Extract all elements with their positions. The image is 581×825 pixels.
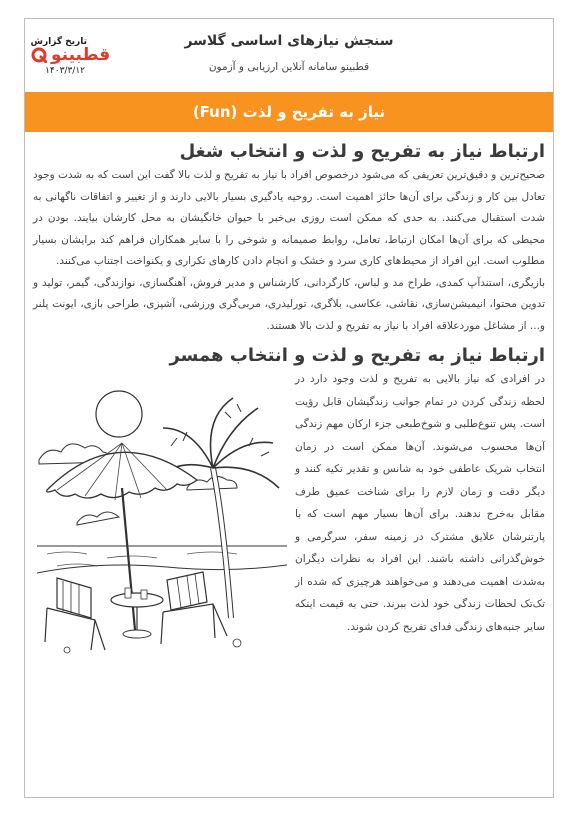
report-title: سنجش نیازهای اساسی گلاسر [184, 33, 394, 49]
spouse-text-column [295, 368, 545, 656]
report-page [24, 18, 554, 798]
report-subtitle: قطبینو سامانه آنلاین ارزیابی و آزمون [208, 61, 370, 73]
job-paragraph-1: صحیح‌ترین و دقیق‌ترین تعریفی که می‌شود درخصوص افراد با نیاز به تفریح و لذت بالا گفت این است که به شدت وجود تعادل بین کار و زندگی برای آن‌ها حائز اهمیت است. روحیه یادگیری بسیار بالایی دارند و از تغییر و اتفاقات ناگهانی به شدت استقبال می‌کنند. به حدی که ممکن است روزی بی‌خبر با حیوان خانگیشان به محل کارشان بیایند. بودن در محیطی که برای آن‌ها امکان ارتباط، تعامل، روابط صمیمانه و شوخی را با سایر همکاران فراهم کند برایشان بسیار مطلوب است. این افراد از محیط‌های کاری سرد و خشک و انجام دادن کارهای تکراری و یکنواخت اجتناب می‌کنند. [33, 169, 545, 267]
report-date-label: تاریخ گزارش [30, 37, 87, 47]
report-content [33, 137, 545, 656]
spouse-section-title: ارتباط نیاز به تفریح و لذت و انتخاب همسر [169, 345, 545, 366]
spouse-section [33, 368, 545, 656]
report-date-value: ۱۴۰۳/۳/۱۲ [45, 66, 85, 76]
logo-text: قطبینو [51, 45, 111, 65]
job-section-title: ارتباط نیاز به تفریح و لذت و انتخاب شغل [179, 141, 545, 162]
report-header [25, 19, 553, 91]
beach-illustration-icon [37, 368, 287, 656]
job-paragraph-2: بازیگری، استندآپ کمدی، طراح مد و لباس، کارگردانی، کارشناس و مدیر فروش، آهنگسازی، نوازندگی، گیمر، تولید و تدوین محتوا، انیمیشن‌سازی، نقاشی، عکاسی، بلاگری، تورلیدری، مربی‌گری ورزشی، آشپزی، طراحی بازی، ایونت پلنر و... از مشاغل موردعلاقه افراد با نیاز به تفریح و لذت بالا هستند. [33, 276, 545, 332]
spouse-paragraph: در افرادی که نیاز بالایی به تفریح و لذت وجود دارد در لحظه زندگی کردن در تمام جوانب زندگیشان قابل رؤیت است. پس تنوع‌طلبی و شوخ‌طبعی جزء ارکان مهم زندگی آن‌ها محسوب می‌شوند. آن‌ها ممکن است در زمان انتخاب شریک عاطفی خود به شانس و تقدیر تکیه کنند و دیگر دقت و زمان لازم را برای شناخت عمیق طرف مقابل به‌خرج ندهند. برای آن‌ها بسیار مهم است که با پارتنرشان علایق مشترک در زمینه سفر، سرگرمی و خوش‌گذرانی داشته باشند. این افراد به نظرات دیگران به‌شدت اهمیت می‌دهند و می‌خواهند هرچیزی که شده از تک‌تک لحظات زندگی خود لذت ببرند. حتی به قیمت اینکه سایر جنبه‌های زندگی فدای تفریح کردن شوند. [295, 373, 545, 633]
section-banner: نیاز به تفریح و لذت (Fun) [25, 92, 553, 132]
